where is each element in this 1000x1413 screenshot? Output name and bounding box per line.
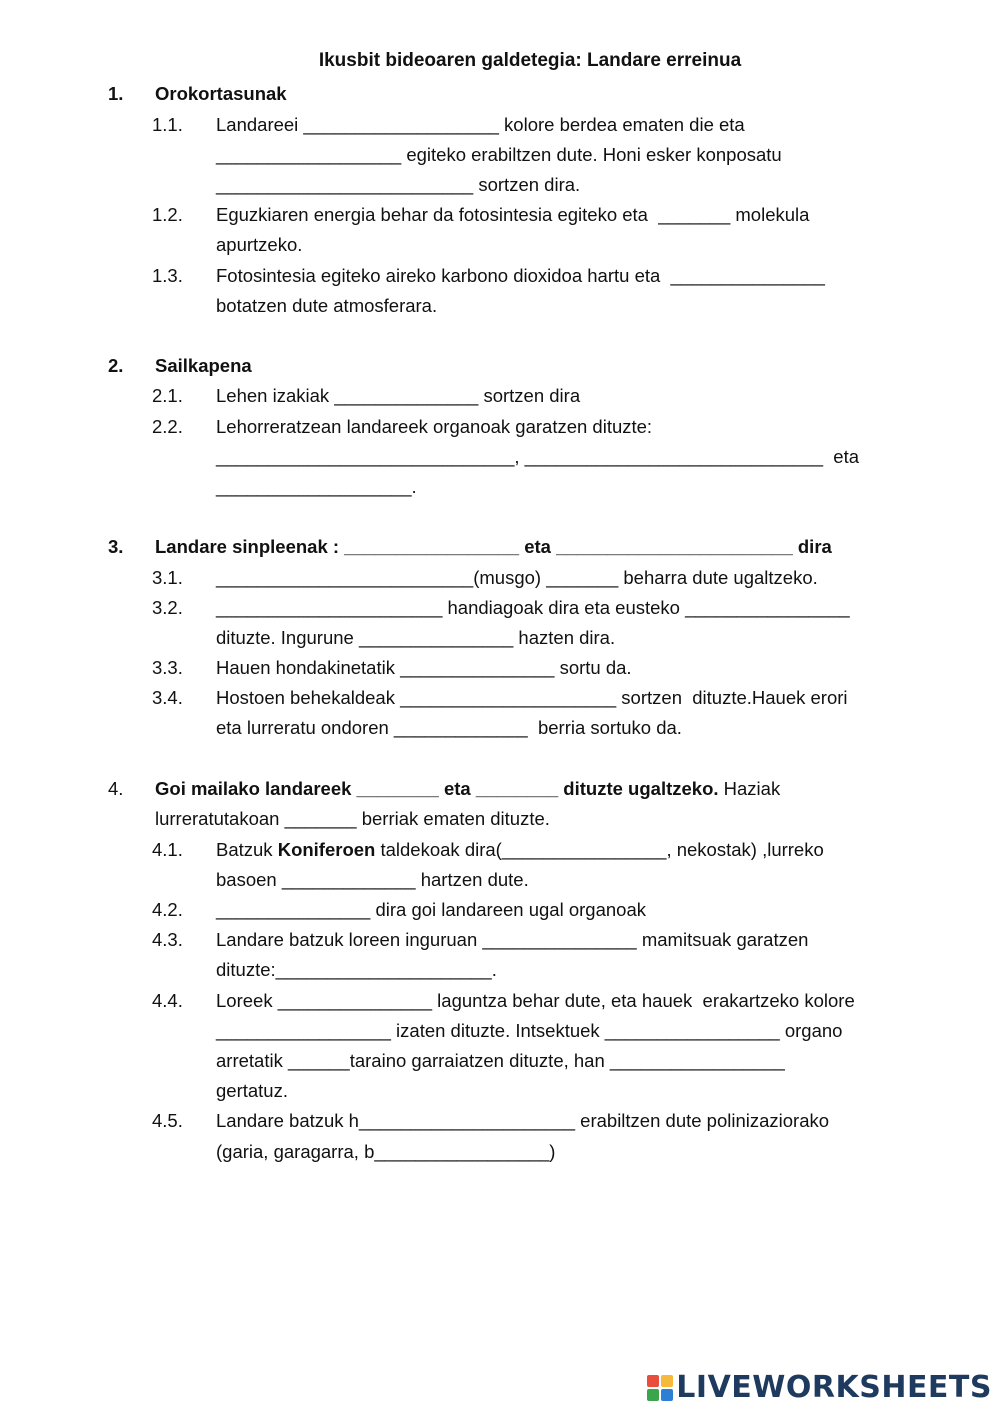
logo-squares-icon <box>647 1375 673 1401</box>
q-4-1-text-b: taldekoak dira(________________, nekostak) ,lurreko <box>375 839 824 860</box>
section-3-number: 3. <box>108 536 124 557</box>
q-3-1-line-1: _________________________(musgo) _______ beharra dute ugaltzeko. <box>216 567 818 588</box>
q-1-1-line-2: __________________ egiteko erabiltzen dute. Honi esker konposatu <box>216 144 782 165</box>
q-4-4-line-2: _________________ izaten dituzte. Intsektuek _________________ organo <box>216 1020 843 1041</box>
q-4-2-number: 4.2. <box>152 899 183 920</box>
q-3-4-line-1: Hostoen behekaldeak _____________________ sortzen dituzte.Hauek erori <box>216 687 848 708</box>
q-4-1-text-a: Batzuk <box>216 839 278 860</box>
section-4-heading <box>155 777 780 801</box>
q-1-3-line-2: botatzen dute atmosferara. <box>216 295 438 316</box>
logo-square-e <box>661 1389 673 1401</box>
q-2-1-number: 2.1. <box>152 385 183 406</box>
q-2-2-line-3: ___________________. <box>216 476 417 497</box>
q-4-5-line-1: Landare batzuk h_____________________ erabiltzen dute polinizaziorako <box>216 1110 830 1131</box>
logo-square-l <box>647 1375 659 1387</box>
q-1-1-line-1: Landareei ___________________ kolore berdea ematen die eta <box>216 114 745 135</box>
section-4-heading-line-2: lurreratutakoan _______ berriak ematen dituzte. <box>155 808 550 829</box>
section-2-title: Sailkapena <box>155 355 252 376</box>
q-1-2-line-2: apurtzeko. <box>216 234 303 255</box>
q-2-2-number: 2.2. <box>152 416 183 437</box>
page-title: Ikusbit bideoaren galdetegia: Landare erreinua <box>318 50 742 71</box>
logo-square-i <box>661 1375 673 1387</box>
section-1-title: Orokortasunak <box>155 83 287 104</box>
q-2-1-line-1: Lehen izakiak ______________ sortzen dira <box>216 385 581 406</box>
q-4-1-number: 4.1. <box>152 839 183 860</box>
q-3-2-line-1: ______________________ handiagoak dira eta eusteko ________________ <box>216 597 850 618</box>
q-3-2-number: 3.2. <box>152 597 183 618</box>
q-4-1-line-2: basoen _____________ hartzen dute. <box>216 869 529 890</box>
q-4-4-number: 4.4. <box>152 990 183 1011</box>
q-1-3-line-1: Fotosintesia egiteko aireko karbono dioxidoa hartu eta _______________ <box>216 265 825 286</box>
liveworksheets-logo <box>647 1370 992 1405</box>
q-4-1-text-bold: Koniferoen <box>277 839 376 860</box>
q-4-4-line-4: gertatuz. <box>216 1080 288 1101</box>
q-4-3-number: 4.3. <box>152 929 183 950</box>
q-4-3-line-1: Landare batzuk loreen inguruan _______________ mamitsuak garatzen <box>216 929 809 950</box>
brand-name: LIVEWORKSHEETS <box>676 1370 992 1405</box>
section-4-heading-rest: Haziak <box>718 778 781 799</box>
q-3-1-number: 3.1. <box>152 567 183 588</box>
section-4-heading-bold: Goi mailako landareek ________ eta ________ dituzte ugaltzeko. <box>155 778 719 799</box>
q-1-2-number: 1.2. <box>152 204 183 225</box>
q-1-1-line-3: _________________________ sortzen dira. <box>216 174 581 195</box>
q-3-3-line-1: Hauen hondakinetatik _______________ sortu da. <box>216 657 632 678</box>
q-4-4-line-3: arretatik ______taraino garraiatzen dituzte, han _________________ <box>216 1050 785 1071</box>
section-1-number: 1. <box>108 83 124 104</box>
q-4-5-line-2: (garia, garagarra, b_________________) <box>216 1141 556 1162</box>
q-4-5-number: 4.5. <box>152 1110 183 1131</box>
q-3-4-line-2: eta lurreratu ondoren _____________ berria sortuko da. <box>216 717 682 738</box>
section-4-number: 4. <box>108 778 124 799</box>
q-4-4-line-1: Loreek _______________ laguntza behar dute, eta hauek erakartzeko kolore <box>216 990 855 1011</box>
q-2-2-line-2: _____________________________, _____________________________ eta <box>216 446 860 467</box>
q-3-3-number: 3.3. <box>152 657 183 678</box>
q-4-3-line-2: dituzte:_____________________. <box>216 959 497 980</box>
section-3-heading: Landare sinpleenak : _________________ eta _______________________ dira <box>155 536 832 557</box>
q-1-1-number: 1.1. <box>152 114 183 135</box>
q-2-2-line-1: Lehorreratzean landareek organoak garatzen dituzte: <box>216 416 653 437</box>
section-2-number: 2. <box>108 355 124 376</box>
q-3-2-line-2: dituzte. Ingurune _______________ hazten dira. <box>216 627 616 648</box>
q-3-4-number: 3.4. <box>152 687 183 708</box>
q-4-2-line-1: _______________ dira goi landareen ugal organoak <box>216 899 646 920</box>
q-4-1-line-1 <box>216 838 824 862</box>
logo-square-v <box>647 1389 659 1401</box>
q-1-3-number: 1.3. <box>152 265 183 286</box>
q-1-2-line-1: Eguzkiaren energia behar da fotosintesia egiteko eta _______ molekula <box>216 204 810 225</box>
